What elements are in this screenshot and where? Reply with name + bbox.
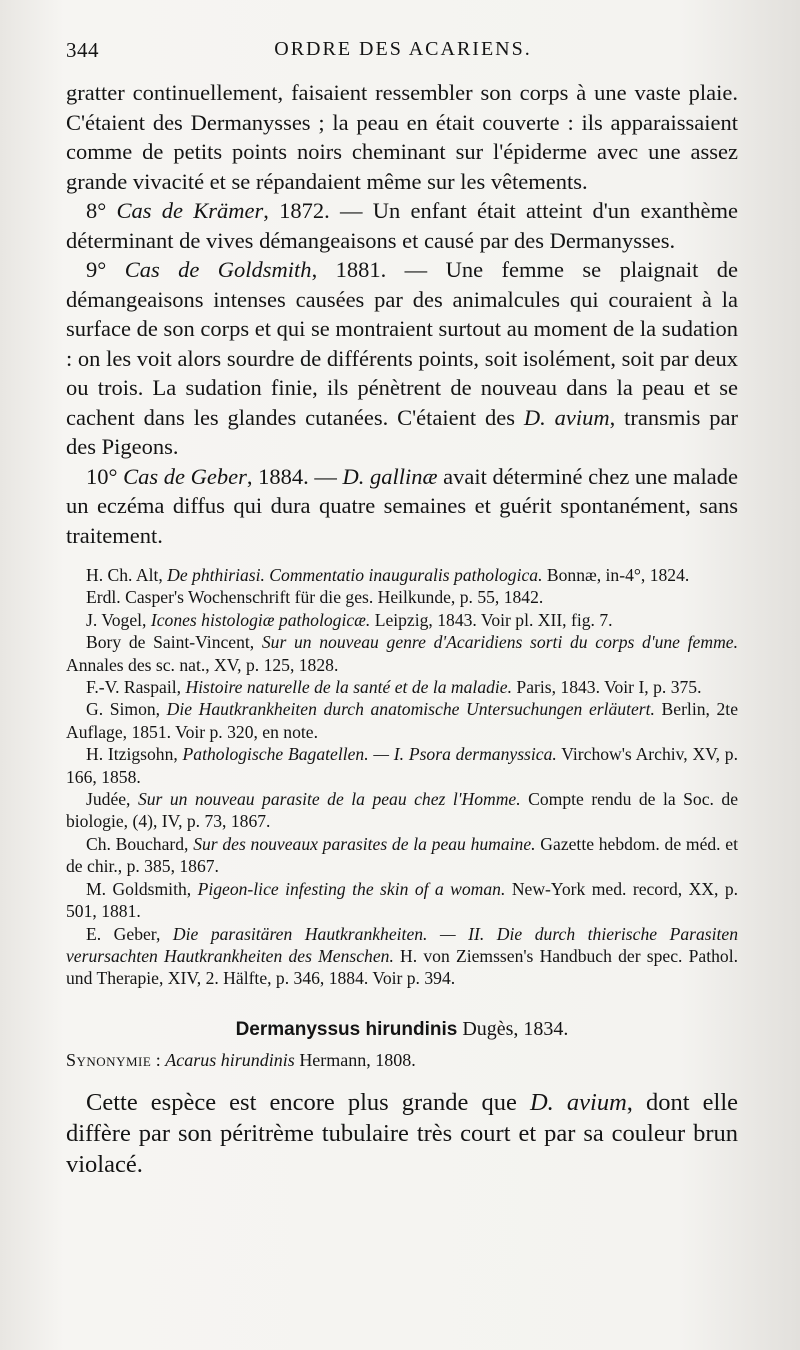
reference-entry: Ch. Bouchard, Sur des nouveaux parasites de la peau humaine. Gazette hebdom. de méd. et de chir., p. 385, 1867.: [66, 833, 738, 877]
case-title: Cas de Krämer: [116, 198, 264, 223]
main-text: [66, 78, 738, 550]
reference-entry: J. Vogel, Icones histologiæ pathologicæ. Leipzig, 1843. Voir pl. XII, fig. 7.: [86, 609, 613, 630]
reference-entry: G. Simon, Die Hautkrankheiten durch anatomische Untersuchungen erläutert. Berlin, 2te Auflage, 1851. Voir p. 320, en note.: [66, 699, 738, 742]
case-10-paragraph: [66, 462, 738, 551]
closing-paragraph: Cette espèce est encore plus grande que D. avium, dont elle diffère par son péritrème tubulaire très court et par sa couleur brun violacé.: [66, 1088, 739, 1178]
case-text-end: , transmis par des Pigeons.: [66, 404, 738, 459]
case-title: Cas de Goldsmith: [124, 257, 312, 282]
synonym-name: Acarus hirundinis: [165, 1049, 295, 1070]
paragraph-1: gratter continuellement, faisaient ressembler son corps à une vaste plaie. C'étaient des Dermanysses ; la peau en était couverte : ils apparaissaient comme de petits points noirs cheminant sur l'épiderme avec une assez grande vivacité et se répandaient même sur les vêtements.: [66, 80, 738, 194]
case-text: , 1884. —: [246, 463, 343, 489]
species-heading-author: Dugès, 1834.: [457, 1017, 569, 1040]
reference-entry: E. Geber, Die parasitären Hautkrankheiten. — II. Die durch thierische Parasiten verursachten Hautkrankheiten des Menschen. H. von Ziemssen's Handbuch der spec. Pathol. und Therapie, XIV, 2. Hälfte, p. 346, 1884. Voir p. 394.: [66, 923, 738, 989]
species-heading-title: Dermanyssus hirundinis: [235, 1018, 458, 1040]
reference-entry: H. Ch. Alt, De phthiriasi. Commentatio inauguralis pathologica. Bonnæ, in-4°, 1824.: [86, 565, 690, 585]
synonymy-line: Synonymie : Acarus hirundinis Hermann, 1808.: [66, 1049, 416, 1070]
case-title: Cas de Geber: [123, 463, 247, 489]
reference-entry: Judée, Sur un nouveau parasite de la peau chez l'Homme. Compte rendu de la Soc. de biologie, (4), IV, p. 73, 1867.: [66, 789, 738, 832]
reference-entry: H. Itzigsohn, Pathologische Bagatellen. — I. Psora dermanyssica. Virchow's Archiv, XV, p. 166, 1858.: [66, 744, 738, 787]
synonymy-label: Synonymie: [66, 1049, 152, 1070]
running-title: ORDRE DES ACARIENS.: [274, 38, 532, 60]
page-number: 344: [66, 38, 99, 62]
case-text: , 1881. — Une femme se plaignait de démangeaisons intenses causées par des animalcules qui couraient à la surface de son corps et qui se montraient surtout au moment de la sudation : on les voit alors sourdre de différents points, soit isolément, soit par deux ou trois. La sudation finie, ils pénètrent de nouveau dans la peau et se cachent dans les glandes cutanées. C'étaient des: [66, 257, 738, 430]
page-body: [66, 78, 738, 1180]
case-text: , 1872. — Un enfant était atteint d'un exanthème déterminant de vives démangeaisons et causé par des Dermanysses.: [66, 198, 738, 253]
species-name: D. avium: [529, 1088, 627, 1116]
closing-text: [66, 1087, 738, 1180]
reference-entry: M. Goldsmith, Pigeon-lice infesting the skin of a woman. New-York med. record, XX, p. 501, 1881.: [66, 878, 739, 922]
species-name: D. gallinæ: [342, 463, 438, 489]
running-header: [66, 38, 740, 68]
case-number: 10°: [86, 463, 124, 489]
case-number: 9°: [86, 257, 125, 282]
species-name: D. avium: [523, 404, 610, 430]
case-number: 8°: [86, 198, 117, 223]
reference-entry: F.-V. Raspail, Histoire naturelle de la santé et de la maladie. Paris, 1843. Voir I, p. 375.: [86, 677, 702, 698]
species-heading: [66, 1016, 738, 1043]
reference-entry: Bory de Saint-Vincent, Sur un nouveau genre d'Acaridiens sorti du corps d'une femme. Annales des sc. nat., XV, p. 125, 1828.: [66, 632, 738, 675]
case-9-paragraph: [66, 255, 738, 462]
reference-entry: Erdl. Casper's Wochenschrift für die ges. Heilkunde, p. 55, 1842.: [86, 587, 544, 608]
bibliography: [66, 564, 738, 990]
case-8-paragraph: [66, 196, 738, 255]
case-text-end: avait déterminé chez une malade un eczéma diffus qui dura quatre semaines et guérit spontanément, sans traitement.: [66, 463, 739, 548]
